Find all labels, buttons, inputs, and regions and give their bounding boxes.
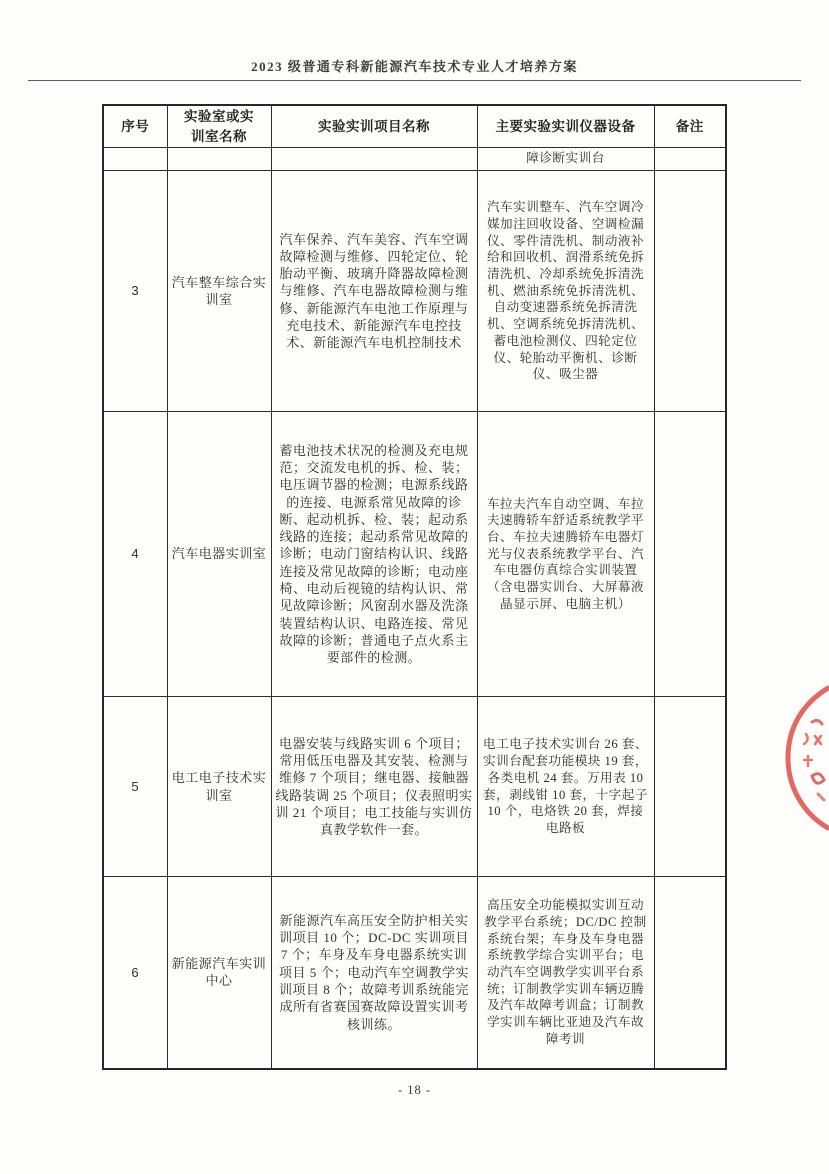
projects-cell: 汽车保养、汽车美容、汽车空调故障检测与维修、四轮定位、轮胎动平衡、玻璃升降器故障检测与维修、汽车电器故障检测与维修、新能源汽车电池工作原理与充电技术、新能源汽车电控技术、新能源汽车电机控制技术: [271, 171, 477, 412]
equipment-cell: 高压安全功能模拟实训互动教学平台系统；DC/DC 控制系统台架；车身及车身电器系统教学综合实训平台；电动汽车空调教学实训平台系统；订制教学实训车辆迈腾及汽车故障考训盒；订制教学实训车辆比亚迪及汽车故障考训: [477, 877, 654, 1069]
remark-cell: [654, 171, 726, 412]
equipment-cell: 障诊断实训台: [477, 148, 654, 171]
official-seal-icon: [782, 676, 829, 846]
column-header-lab-name: 实验室或实训室名称: [167, 105, 271, 148]
equipment-cell: 车拉夫汽车自动空调、车拉夫速腾轿车舒适系统教学平台、车拉夫速腾轿车电器灯光与仪表系统教学平台、汽车电器仿真综合实训装置（含电器实训台、大屏幕液晶显示屏、电脑主机）: [477, 412, 654, 697]
lab-name-cell: 新能源汽车实训中心: [167, 877, 271, 1069]
lab-name-cell: [167, 148, 271, 171]
column-header-remark: 备注: [654, 105, 726, 148]
row-no-cell: [103, 148, 167, 171]
remark-cell: [654, 877, 726, 1069]
table-row-5: [103, 697, 726, 877]
equipment-cell: 电工电子技术实训台 26 套、实训台配套功能模块 19 套，各类电机 24 套。万用表 10 套，剥线钳 10 套，十字起子 10 个，电烙铁 20 套，焊接电路板: [477, 697, 654, 877]
row-no-cell: 4: [103, 412, 167, 697]
page-number: - 18 -: [397, 1083, 432, 1097]
equipment-cell: 汽车实训整车、汽车空调冷媒加注回收设备、空调检漏仪、零件清洗机、制动液补给和回收机、润滑系统免拆清洗机、冷却系统免拆清洗机、燃油系统免拆清洗机、自动变速器系统免拆清洗机、空调系统免拆清洗机、蓄电池检测仪、四轮定位仪、轮胎动平衡机、诊断仪、吸尘器: [477, 171, 654, 412]
page-header-title: 2023 级普通专科新能源汽车技术专业人才培养方案: [251, 59, 578, 74]
projects-cell: [271, 148, 477, 171]
lab-name-cell: 电工电子技术实训室: [167, 697, 271, 877]
row-no-cell: 5: [103, 697, 167, 877]
column-header-equipment: 主要实验实训仪器设备: [477, 105, 654, 148]
row-no-cell: 6: [103, 877, 167, 1069]
column-header-project: 实验实训项目名称: [271, 105, 477, 148]
table-row-3: [103, 171, 726, 412]
lab-name-cell: 汽车整车综合实训室: [167, 171, 271, 412]
row-no-cell: 3: [103, 171, 167, 412]
lab-name-cell: 汽车电器实训室: [167, 412, 271, 697]
remark-cell: [654, 412, 726, 697]
table-row-carryover: [103, 148, 726, 171]
projects-cell: 电器安装与线路实训 6 个项目；常用低压电器及其安装、检测与维修 7 个项目；继电器、接触器线路装调 25 个项目；仪表照明实训 21 个项目；电工技能与实训仿真教学软件一套。: [271, 697, 477, 877]
projects-cell: 新能源汽车高压安全防护相关实训项目 10 个；DC-DC 实训项目 7 个；车身及车身电器系统实训项目 5 个；电动汽车空调教学实训项目 8 个；故障考训系统能完成所有省赛国赛故障设置实训考核训练。: [271, 877, 477, 1069]
projects-cell: 蓄电池技术状况的检测及充电规范；交流发电机的拆、检、装；电压调节器的检测；电源系线路的连接、电源系常见故障的诊断、起动机拆、检、装；起动系线路的连接；起动系常见故障的诊断；电动门窗结构认识、线路连接及常见故障的诊断；电动座椅、电动后视镜的结构认识、常见故障诊断；风窗刮水器及洗涤装置结构认识、电路连接、常见故障的诊断；普通电子点火系主要部件的检测。: [271, 412, 477, 697]
header-divider-line: [28, 80, 801, 81]
remark-cell: [654, 697, 726, 877]
remark-cell: [654, 148, 726, 171]
equipment-table: [102, 104, 727, 1070]
table-row-4: [103, 412, 726, 697]
column-header-no: 序号: [103, 105, 167, 148]
table-header-row: [103, 105, 726, 148]
table-row-6: [103, 877, 726, 1069]
